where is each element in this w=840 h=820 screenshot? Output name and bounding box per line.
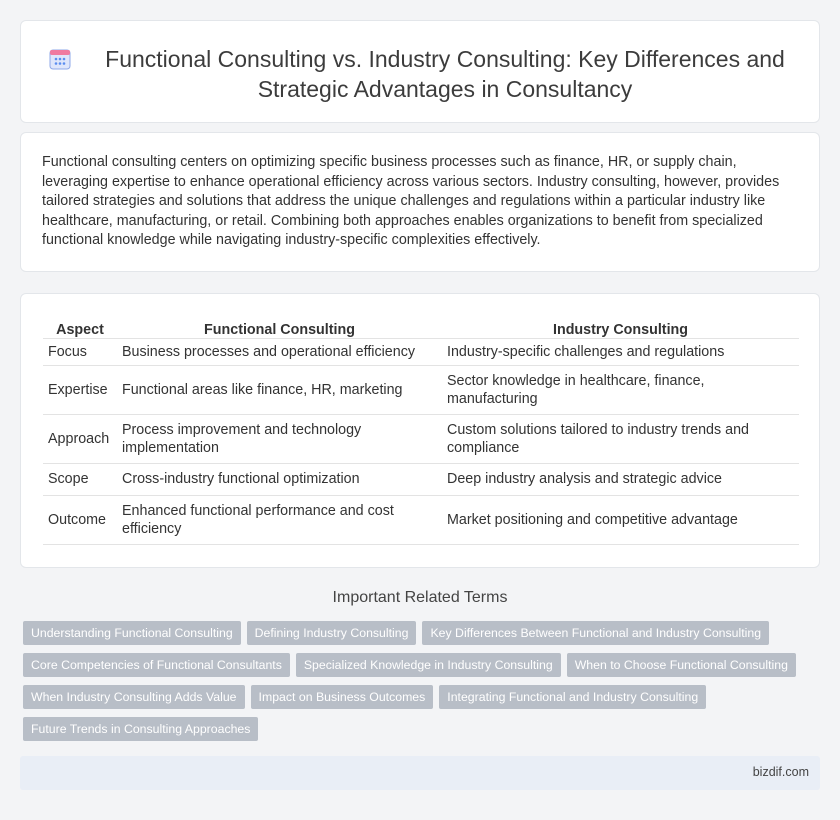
cell-functional: Cross-industry functional optimization bbox=[117, 463, 442, 495]
cell-industry: Sector knowledge in healthcare, finance, manufacturing bbox=[442, 365, 799, 414]
cell-aspect: Focus bbox=[43, 338, 117, 365]
cell-aspect: Approach bbox=[43, 414, 117, 463]
header-industry: Industry Consulting bbox=[442, 316, 799, 338]
related-term-tag[interactable]: When Industry Consulting Adds Value bbox=[23, 685, 245, 709]
comparison-card bbox=[20, 293, 820, 568]
header-aspect: Aspect bbox=[43, 316, 117, 338]
footer-site-link[interactable]: bizdif.com bbox=[752, 765, 809, 779]
related-terms-title: Important Related Terms bbox=[332, 589, 508, 606]
calendar-icon bbox=[48, 47, 72, 71]
cell-aspect: Scope bbox=[43, 463, 117, 495]
related-term-tag[interactable]: Core Competencies of Functional Consultants bbox=[23, 653, 290, 677]
related-term-tag[interactable]: Key Differences Between Functional and Industry Consulting bbox=[422, 621, 769, 645]
related-term-tag[interactable]: Impact on Business Outcomes bbox=[251, 685, 434, 709]
page-title: Functional Consulting vs. Industry Consulting: Key Differences and Strategic Advantages in Consultancy bbox=[105, 46, 785, 102]
related-term-tag[interactable]: Future Trends in Consulting Approaches bbox=[23, 717, 258, 741]
table-row bbox=[43, 414, 799, 463]
cell-functional: Functional areas like finance, HR, marketing bbox=[117, 365, 442, 414]
intro-card bbox=[20, 132, 820, 272]
header-card bbox=[20, 20, 820, 123]
related-term-tag[interactable]: Integrating Functional and Industry Consulting bbox=[439, 685, 706, 709]
related-term-tag[interactable]: Defining Industry Consulting bbox=[247, 621, 417, 645]
cell-functional: Enhanced functional performance and cost efficiency bbox=[117, 495, 442, 544]
related-terms-list bbox=[23, 621, 813, 741]
cell-industry: Market positioning and competitive advantage bbox=[442, 495, 799, 544]
intro-paragraph: Functional consulting centers on optimizing specific business processes such as finance, HR, or supply chain, leveraging expertise to enhance operational efficiency across various sectors. Industry consulting, however, provides tailored strategies and solutions that address the unique challenges and regulations within a particular industry like healthcare, manufacturing, or retail. Combining both approaches enables organizations to benefit from specialized functional knowledge while navigating industry-specific complexities effectively. bbox=[42, 154, 780, 248]
table-row bbox=[43, 365, 799, 414]
related-term-tag[interactable]: Specialized Knowledge in Industry Consulting bbox=[296, 653, 561, 677]
table-row bbox=[43, 463, 799, 495]
cell-functional: Business processes and operational efficiency bbox=[117, 338, 442, 365]
table-header-row bbox=[43, 316, 799, 338]
cell-aspect: Expertise bbox=[43, 365, 117, 414]
header-functional: Functional Consulting bbox=[117, 316, 442, 338]
related-term-tag[interactable]: Understanding Functional Consulting bbox=[23, 621, 241, 645]
related-term-tag[interactable]: When to Choose Functional Consulting bbox=[567, 653, 796, 677]
comparison-table bbox=[43, 316, 799, 545]
table-row bbox=[43, 495, 799, 544]
cell-industry: Custom solutions tailored to industry trends and compliance bbox=[442, 414, 799, 463]
cell-functional: Process improvement and technology implementation bbox=[117, 414, 442, 463]
table-row bbox=[43, 338, 799, 365]
cell-aspect: Outcome bbox=[43, 495, 117, 544]
cell-industry: Industry-specific challenges and regulations bbox=[442, 338, 799, 365]
footer bbox=[20, 756, 820, 790]
cell-industry: Deep industry analysis and strategic advice bbox=[442, 463, 799, 495]
